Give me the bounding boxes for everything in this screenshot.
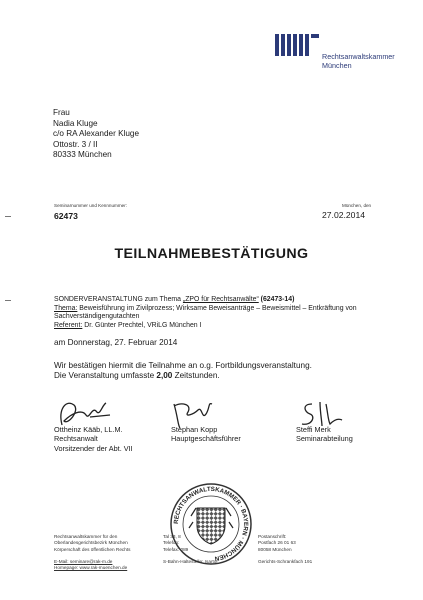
rak-logo-mark bbox=[275, 34, 319, 56]
speaker-label: Referent: bbox=[54, 322, 83, 329]
event-name: „ZPO für Rechtsanwälte“ bbox=[182, 296, 259, 303]
seminar-number: 62473 bbox=[54, 211, 78, 221]
footer-postal-info bbox=[258, 534, 312, 565]
date-label: München, den bbox=[342, 203, 372, 208]
signatory-3-role: Seminarabteilung bbox=[296, 434, 353, 444]
footer-line: Postanschrift: bbox=[258, 534, 287, 539]
logo-line-2: München bbox=[322, 61, 352, 70]
recipient-line: Ottostr. 3 / II bbox=[53, 139, 98, 149]
footer-line: Postfach 26 01 63 bbox=[258, 540, 296, 546]
footer-line: Telefon: bbox=[163, 540, 180, 546]
confirmation-prefix: Die Veranstaltung umfasste bbox=[54, 371, 155, 381]
signatory-3-name: Steffi Merk bbox=[296, 425, 331, 434]
fold-mark bbox=[5, 300, 11, 301]
footer-line: Körperschaft des öffentlichen Rechts bbox=[54, 546, 131, 552]
signatory-1-role-2: Vorsitzender der Abt. VII bbox=[54, 443, 133, 453]
document-title: TEILNAHMEBESTÄTIGUNG bbox=[114, 246, 309, 262]
event-line bbox=[54, 296, 294, 304]
recipient-line: Frau bbox=[53, 108, 70, 117]
seal-ring-text: RECHTSANWALTSKAMMER · BAYERN · MÜNCHEN bbox=[172, 485, 250, 562]
signatory-3 bbox=[296, 425, 353, 444]
confirmation-hours: 2,00 bbox=[156, 371, 173, 381]
recipient-line: Nadia Kluge bbox=[53, 118, 98, 128]
topic-text-1: Beweisführung im Zivilprozess; Wirksame Beweisanträge – Beweismittel – Entkräftung von bbox=[79, 305, 357, 312]
footer-org-info bbox=[54, 534, 131, 572]
topic-line-2: Sachverständigengutachten bbox=[54, 313, 140, 320]
confirmation-suffix: Zeitstunden. bbox=[174, 371, 220, 381]
speaker-name: Dr. Günter Prechtel, VRiLG München I bbox=[84, 322, 202, 329]
signatory-2-role: Hauptgeschäftsführer bbox=[171, 434, 241, 444]
seminar-number-label: Seminarnummer und Kennnummer: bbox=[54, 203, 128, 208]
confirmation-line-1: Wir bestätigen hiermit die Teilnahme an o.g. Fortbildungsveranstaltung. bbox=[54, 361, 312, 370]
footer-line: Telefax: 089 bbox=[163, 546, 189, 552]
signatory-1 bbox=[54, 425, 133, 453]
logo-text bbox=[322, 52, 395, 70]
footer-line: Gerichts-Schrankfach 191 bbox=[258, 559, 313, 565]
recipient-line: 80333 München bbox=[53, 150, 112, 160]
document-date: 27.02.2014 bbox=[322, 210, 366, 220]
confirmation-line-2 bbox=[54, 371, 312, 381]
footer-line: Rechtsanwaltskammer für den bbox=[54, 534, 118, 539]
event-date-line: am Donnerstag, 27. Februar 2014 bbox=[54, 338, 178, 347]
signatory-1-name: Ottheinz Kääb, LL.M. bbox=[54, 425, 123, 434]
confirmation-text bbox=[54, 361, 312, 382]
signatory-2-name: Stephan Kopp bbox=[171, 425, 218, 434]
signatory-1-role: Rechtsanwalt bbox=[54, 434, 98, 444]
footer-line: Oberlandesgerichtsbezirk München bbox=[54, 540, 128, 546]
logo-line-1: Rechtsanwaltskammer bbox=[322, 52, 395, 61]
topic-label: Thema: bbox=[54, 305, 78, 312]
footer-line: Tal 33, 8 bbox=[163, 534, 181, 539]
footer-line: 80058 München bbox=[258, 546, 292, 552]
fold-mark bbox=[5, 216, 11, 217]
footer-contact-info bbox=[163, 534, 218, 565]
signatory-2 bbox=[171, 425, 241, 444]
footer-homepage[interactable]: Homepage: www.rak-muenchen.de bbox=[54, 565, 128, 571]
recipient-address bbox=[53, 108, 139, 161]
event-code: (62473-14) bbox=[260, 296, 295, 303]
recipient-line: c/o RA Alexander Kluge bbox=[53, 129, 140, 139]
footer-email[interactable]: E-Mail: seminare@rak-m.de bbox=[54, 559, 113, 565]
footer-line: S-Bahn-Haltestelle: Isartor bbox=[163, 559, 218, 565]
speaker-line bbox=[54, 322, 201, 330]
event-prefix: SONDERVERANSTALTUNG zum Thema bbox=[54, 296, 181, 303]
